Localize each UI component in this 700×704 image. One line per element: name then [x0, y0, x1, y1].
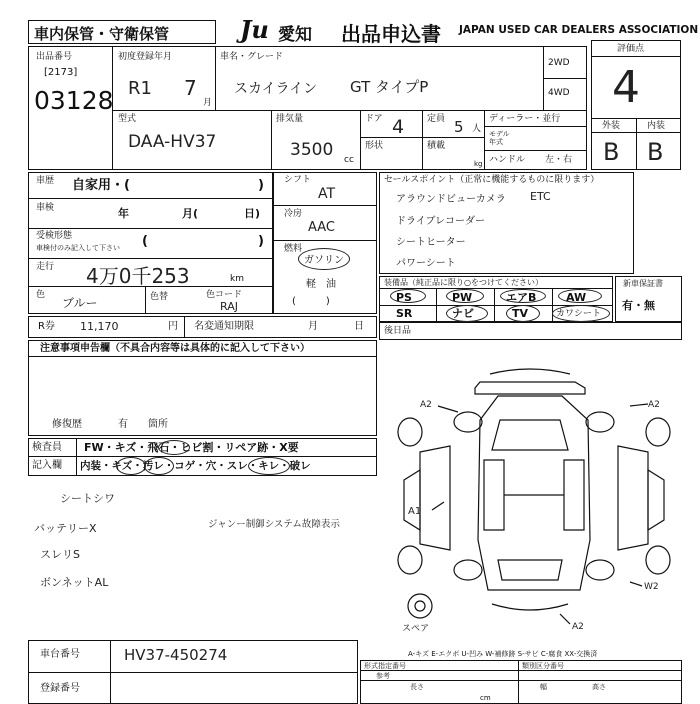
shift-label: シフト	[284, 175, 312, 185]
doors-value: 4	[392, 116, 405, 138]
color-code-value: RAJ	[220, 300, 238, 313]
load-unit: kg	[474, 160, 483, 168]
rear-item-box	[379, 322, 682, 340]
first-reg-month: 7	[184, 76, 197, 100]
cm-unit: cm	[480, 694, 491, 702]
mark-a2-b: A2	[572, 622, 584, 632]
handle-opts: 左・右	[545, 155, 573, 165]
fuel-paren: ( )	[292, 296, 330, 307]
color-value: ブルー	[62, 296, 98, 310]
car-name-label: 車名・グレード	[220, 52, 284, 62]
aircon-label: 冷房	[284, 209, 303, 219]
recycle-unit: 円	[168, 321, 178, 332]
handle-label: ハンドル	[489, 155, 526, 165]
registration-label: 登録番号	[40, 683, 80, 694]
color-code-label: 色コード	[206, 290, 243, 300]
sales-points-label: セールスポイント（正常に機能するものに限ります）	[384, 175, 600, 185]
mileage-value: 4万0千253	[86, 264, 190, 288]
note-4: ボンネットAL	[40, 576, 109, 589]
model-year-label: モデル 年式	[489, 130, 510, 146]
sales-point-4: シートヒーター	[396, 237, 466, 248]
note-center: ジャンー制御システム故障表示	[208, 519, 340, 530]
usage-close: )	[258, 178, 264, 193]
repair-place: 箇所	[148, 419, 168, 430]
category-number-label: 類別区分番号	[522, 662, 564, 670]
interior-label: 内装	[647, 121, 666, 131]
damage-legend: A-キズ E-エクボ U-凹み W-補修跡 S-サビ C-腐食 XX-交換済	[408, 650, 598, 658]
inspection-year: 年	[118, 207, 129, 220]
logo-place: 愛知	[278, 25, 312, 45]
usage-value: 自家用・(	[72, 178, 130, 193]
association-name: JAPAN USED CAR DEALERS ASSOCIATION	[459, 24, 699, 36]
drive-4wd: 4WD	[548, 88, 570, 98]
interior-score: B	[647, 138, 664, 166]
mileage-unit: km	[230, 274, 244, 284]
car-name: スカイライン	[234, 81, 318, 97]
mark-a2-tl: A2	[420, 400, 432, 410]
reception-close: )	[258, 234, 264, 249]
equip-pw: PW	[452, 291, 473, 304]
equip-navi: ナビ	[452, 307, 474, 320]
equipment-label: 装備品（純正品に限り○をつけてください）	[384, 278, 543, 287]
exterior-label: 外装	[602, 121, 621, 131]
length-label: 長さ	[410, 683, 424, 691]
equip-aw: AW	[566, 291, 587, 304]
inspection-month: 月(	[182, 207, 199, 220]
sales-point-1: アラウンドビューカメラ	[396, 194, 506, 205]
mark-w2: W2	[644, 582, 659, 592]
capacity-unit: 人	[472, 124, 482, 134]
recycle-label: R券	[38, 321, 55, 332]
exterior-score: B	[603, 138, 620, 166]
warranty-value: 有・無	[622, 299, 655, 312]
load-label: 積載	[427, 141, 446, 151]
inspection-label: 車検	[36, 203, 55, 213]
inspector-label2: 記入欄	[32, 460, 62, 471]
sales-point-2: ETC	[530, 190, 551, 203]
inspector-label: 検査員	[32, 442, 62, 453]
lot-number: 03128	[34, 86, 114, 115]
dealer-label: ディーラー・並行	[489, 114, 561, 124]
height-label: 高さ	[592, 683, 606, 691]
storage-stamp-text: 車内保管・守衛保管	[34, 25, 170, 43]
lot-sub: [2173]	[44, 67, 78, 78]
car-grade: GT タイプP	[350, 78, 429, 96]
aircon-value: AAC	[308, 220, 335, 235]
inspection-day: 日)	[244, 207, 261, 220]
shape-label: 形状	[365, 141, 384, 151]
equip-sr: SR	[396, 307, 413, 320]
inspector-row2: 内装・キズ・汚レ・コゲ・穴・スレ・キレ・破レ	[80, 460, 311, 472]
form-title: 出品申込書	[341, 22, 441, 46]
chassis-label: 車台番号	[40, 649, 80, 660]
rear-item-label: 後日品	[384, 326, 412, 336]
mark-a2-tr: A2	[648, 400, 660, 410]
doors-label: ドア	[365, 114, 383, 124]
equip-tv: TV	[512, 307, 529, 320]
warranty-label: 新車保証書	[623, 279, 663, 288]
mark-a1: A1	[408, 506, 422, 517]
remarks-label: 注意事項申告欄（不具合内容等は具体的に記入して下さい）	[40, 343, 310, 354]
spec-number-box	[360, 660, 682, 704]
notice-day: 日	[354, 321, 364, 332]
first-reg-unit: 月	[203, 98, 213, 108]
color-label: 色	[36, 290, 46, 300]
ju-logo: Ju	[240, 15, 269, 44]
model-label: 型式	[118, 114, 137, 124]
note-1: シートシワ	[60, 492, 115, 505]
fuel-option: 軽 油	[306, 279, 336, 290]
score-label: 評価点	[617, 44, 645, 54]
spec-number-label: 形式指定番号	[364, 662, 406, 670]
capacity-value: 5	[454, 118, 464, 136]
model-value: DAA-HV37	[128, 132, 217, 152]
reception-paren: (	[142, 234, 148, 249]
note-2: バッテリーX	[34, 522, 97, 535]
fuel-value: ガソリン	[304, 255, 344, 266]
equip-airbag: エアB	[506, 291, 537, 304]
color-change-label: 色替	[150, 292, 169, 302]
first-reg-era: R1	[128, 78, 152, 99]
sales-point-5: パワーシート	[396, 258, 456, 269]
ref-label: 参考	[376, 672, 390, 680]
displacement-unit: cc	[344, 155, 354, 165]
sales-point-3: ドライブレコーダー	[396, 216, 485, 227]
fuel-circle	[298, 248, 350, 270]
drive-2wd: 2WD	[548, 58, 570, 68]
reception-label: 受検形態	[36, 231, 73, 241]
fuel-label: 燃料	[284, 244, 303, 254]
first-reg-label: 初度登録年月	[118, 52, 173, 62]
width-label: 幅	[540, 683, 547, 691]
chassis-value: HV37-450274	[124, 646, 228, 664]
usage-label: 車歴	[36, 176, 55, 186]
lot-label: 出品番号	[36, 52, 73, 62]
displacement-label: 排気量	[276, 114, 304, 124]
repair-label: 修復歴	[52, 419, 82, 430]
repair-value: 有	[118, 419, 128, 430]
score-value: 4	[612, 62, 640, 113]
notice-label: 名変通知期限	[194, 321, 254, 332]
equip-seat: カワシート	[556, 309, 602, 319]
spare-label: スペア	[402, 624, 430, 634]
shift-value: AT	[318, 186, 336, 202]
note-3: スレリS	[40, 548, 80, 561]
notice-month: 月	[308, 321, 318, 332]
displacement-value: 3500	[290, 140, 334, 160]
recycle-value: 11,170	[80, 320, 119, 333]
equip-ps: PS	[396, 291, 412, 304]
reception-note: 車検付のみ記入して下さい	[36, 244, 120, 252]
capacity-label: 定員	[427, 114, 446, 124]
inspector-row1: FW・キズ・飛石・ヒビ割・リペア跡・X要	[84, 441, 299, 454]
mileage-label: 走行	[36, 262, 55, 272]
